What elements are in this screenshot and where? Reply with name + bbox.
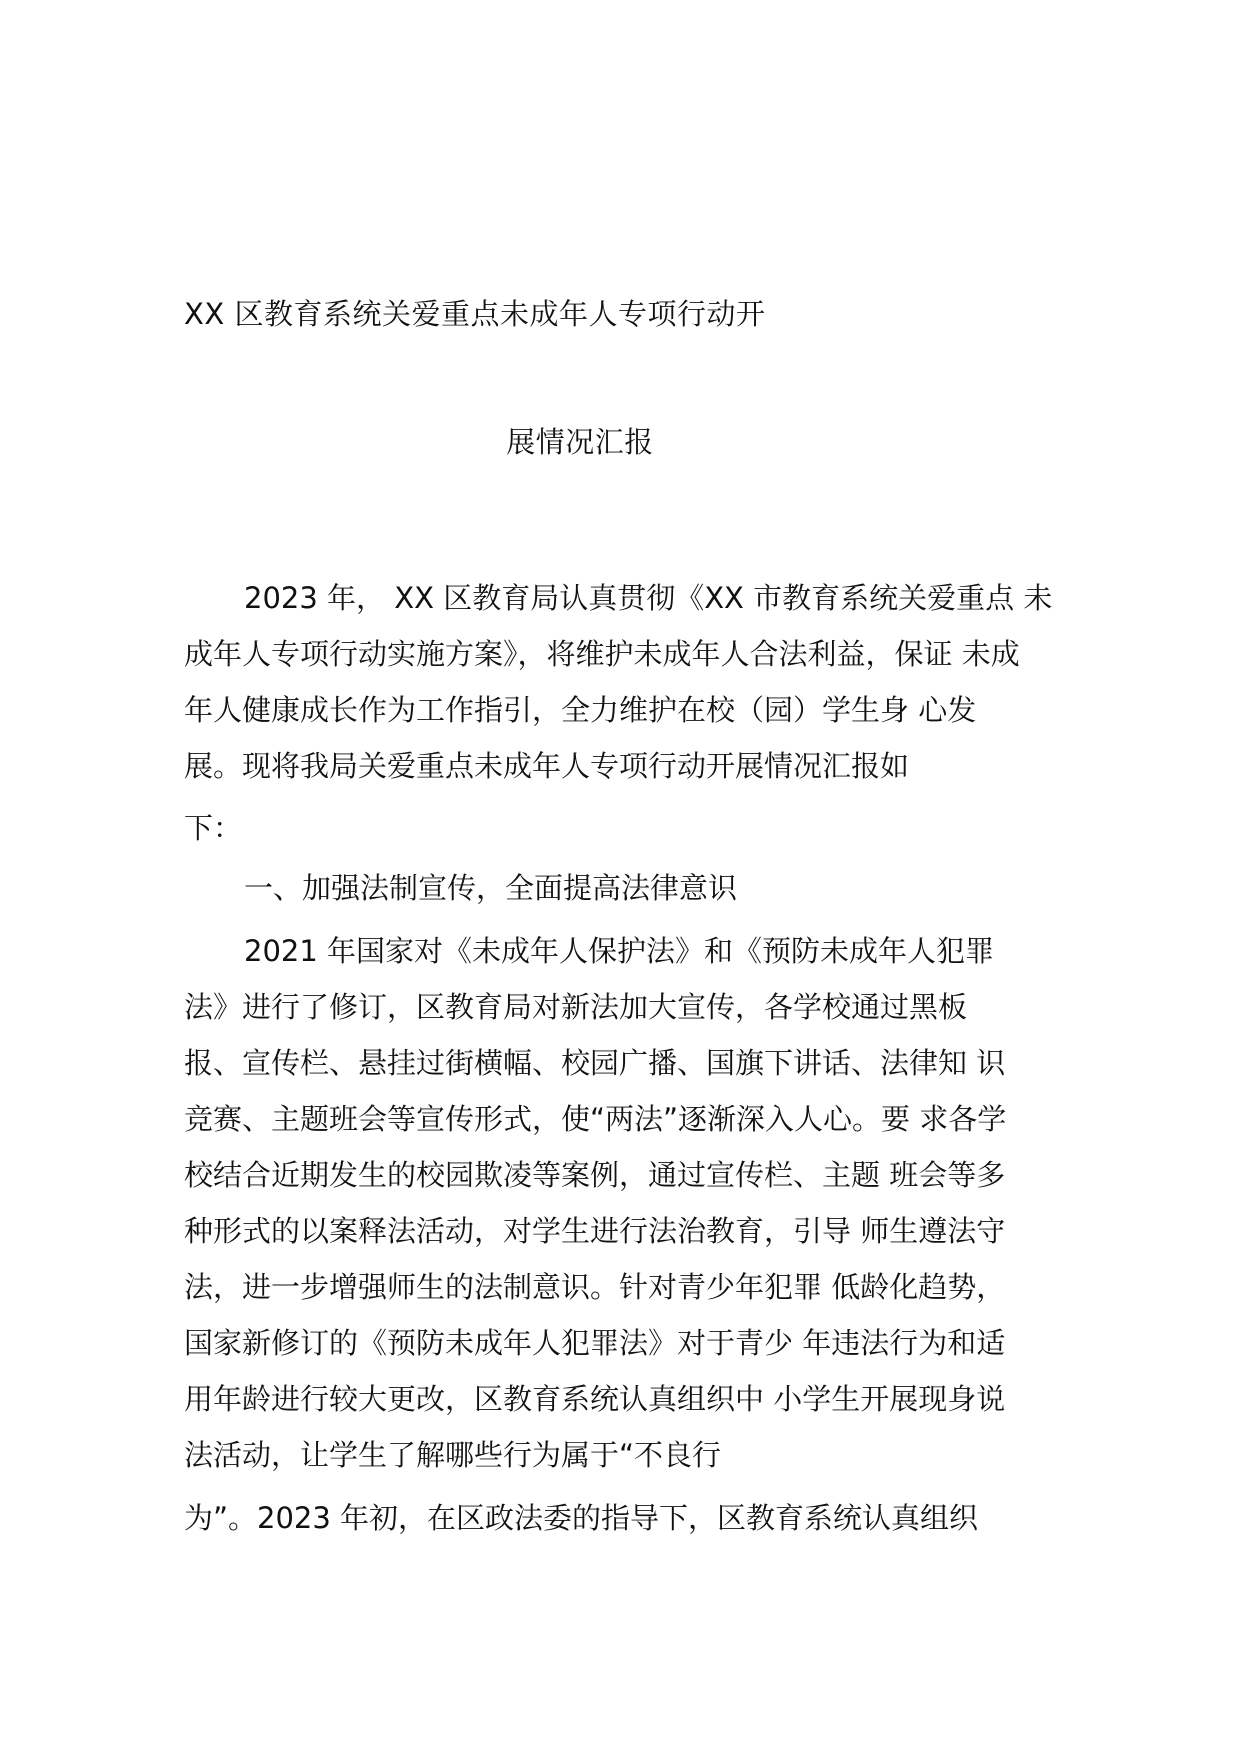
- document-title-line-1: XX 区教育系统关爱重点未成年人专项行动开: [184, 297, 766, 331]
- paragraph-law-line: 法》进行了修订，区教育局对新法加大宣传，各学校通过黑板: [184, 990, 968, 1024]
- paragraph-law-line: 校结合近期发生的校园欺凌等案例，通过宣传栏、主题 班会等多: [184, 1158, 1006, 1192]
- section-1-heading: 一、加强法制宣传，全面提高法律意识: [244, 871, 738, 905]
- paragraph-law-line: 国家新修订的《预防未成年人犯罪法》对于青少 年违法行为和适: [184, 1326, 1006, 1360]
- paragraph-intro-end-line: 下：: [184, 811, 243, 845]
- paragraph-intro-end: [184, 800, 1046, 856]
- paragraph-intro-line: 成年人专项行动实施方案》，将维护未成年人合法利益，保证 未成: [184, 637, 1020, 671]
- paragraph-law-promotion: [184, 923, 1046, 1483]
- document-title-line-2: 展情况汇报: [506, 425, 654, 459]
- paragraph-law-line: 报、宣传栏、悬挂过街横幅、校园广播、国旗下讲话、法律知 识: [184, 1046, 1006, 1080]
- paragraph-intro: [184, 570, 1053, 794]
- paragraph-intro-line: 2023 年， XX 区教育局认真贯彻《XX 市教育系统关爱重点 未: [244, 581, 1053, 615]
- paragraph-law-line: 竞赛、主题班会等宣传形式，使“两法”逐渐深入人心。要 求各学: [184, 1102, 1007, 1136]
- paragraph-law-line: 法活动，让学生了解哪些行为属于“不良行: [184, 1438, 722, 1472]
- paragraph-law-end-line: 为”。2023 年初，在区政法委的指导下，区教育系统认真组织: [184, 1501, 979, 1535]
- section-heading: [184, 860, 1046, 916]
- paragraph-law-line: 法，进一步增强师生的法制意识。针对青少年犯罪 低龄化趋势，: [184, 1270, 1006, 1304]
- paragraph-law-line: 种形式的以案释法活动，对学生进行法治教育，引导 师生遵法守: [184, 1214, 1006, 1248]
- paragraph-law-end: [184, 1490, 1046, 1546]
- paragraph-intro-line: 展。现将我局关爱重点未成年人专项行动开展情况汇报如: [184, 749, 910, 783]
- paragraph-intro-line: 年人健康成长作为工作指引，全力维护在校（园）学生身 心发: [184, 693, 977, 727]
- paragraph-law-line: 用年龄进行较大更改，区教育系统认真组织中 小学生开展现身说: [184, 1382, 1006, 1416]
- paragraph-law-line: 2021 年国家对《未成年人保护法》和《预防未成年人犯罪: [244, 934, 995, 968]
